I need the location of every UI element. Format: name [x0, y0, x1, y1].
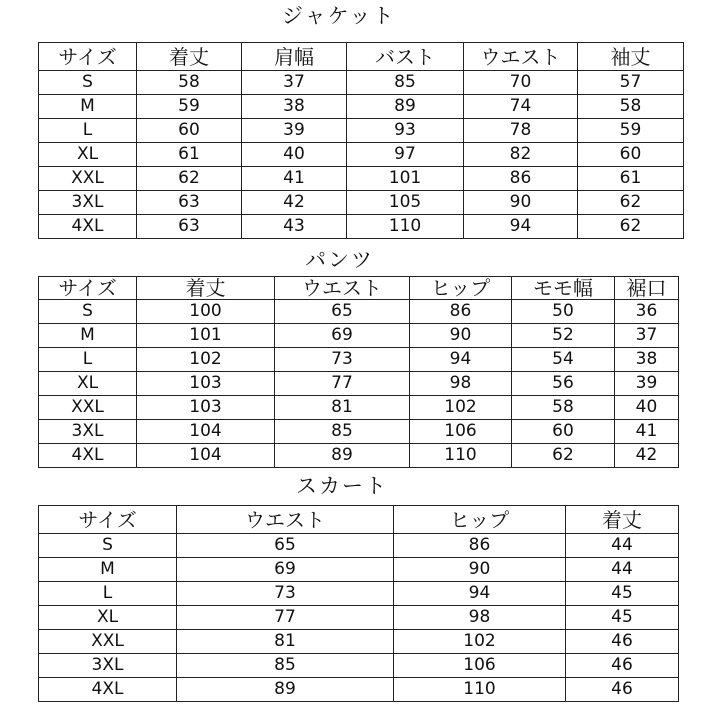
measurement-cell: 90	[410, 324, 512, 348]
measurement-cell: 46	[566, 678, 679, 702]
measurement-cell: 39	[242, 119, 347, 143]
measurement-cell: 77	[177, 606, 394, 630]
measurement-cell: 78	[464, 119, 578, 143]
table-row	[39, 630, 679, 654]
jacket-column-header: サイズ	[39, 43, 137, 71]
measurement-cell: 90	[464, 191, 578, 215]
size-label-cell: S	[39, 71, 137, 95]
size-label-cell: 4XL	[39, 215, 137, 239]
measurement-cell: 58	[137, 71, 242, 95]
measurement-cell: 63	[137, 215, 242, 239]
measurement-cell: 74	[464, 95, 578, 119]
measurement-cell: 62	[512, 444, 615, 468]
measurement-cell: 94	[410, 348, 512, 372]
measurement-cell: 102	[137, 348, 275, 372]
measurement-cell: 73	[177, 582, 394, 606]
table-row	[39, 534, 679, 558]
measurement-cell: 42	[242, 191, 347, 215]
measurement-cell: 42	[615, 444, 679, 468]
size-label-cell: XXL	[39, 167, 137, 191]
size-label-cell: M	[39, 558, 177, 582]
measurement-cell: 101	[137, 324, 275, 348]
table-row	[39, 654, 679, 678]
size-label-cell: M	[39, 95, 137, 119]
measurement-cell: 46	[566, 630, 679, 654]
size-label-cell: S	[39, 300, 137, 324]
size-label-cell: XL	[39, 143, 137, 167]
measurement-cell: 58	[578, 95, 684, 119]
pants-column-header: サイズ	[39, 277, 137, 300]
size-label-cell: S	[39, 534, 177, 558]
measurement-cell: 37	[242, 71, 347, 95]
pants-column-header: 着丈	[137, 277, 275, 300]
measurement-cell: 106	[394, 654, 566, 678]
skirt-title: スカート	[296, 474, 388, 498]
pants-column-header: 裾口	[615, 277, 679, 300]
jacket-column-header: バスト	[347, 43, 464, 71]
table-row	[39, 324, 679, 348]
measurement-cell: 41	[242, 167, 347, 191]
measurement-cell: 86	[394, 534, 566, 558]
size-label-cell: L	[39, 119, 137, 143]
jacket-column-header: 着丈	[137, 43, 242, 71]
table-row	[39, 71, 684, 95]
pants-column-header: ヒップ	[410, 277, 512, 300]
measurement-cell: 59	[137, 95, 242, 119]
size-label-cell: XXL	[39, 396, 137, 420]
measurement-cell: 60	[578, 143, 684, 167]
measurement-cell: 44	[566, 558, 679, 582]
size-label-cell: 3XL	[39, 654, 177, 678]
measurement-cell: 89	[347, 95, 464, 119]
measurement-cell: 62	[137, 167, 242, 191]
measurement-cell: 110	[410, 444, 512, 468]
table-row	[39, 420, 679, 444]
table-row	[39, 372, 679, 396]
measurement-cell: 89	[177, 678, 394, 702]
measurement-cell: 62	[578, 191, 684, 215]
jacket-header-row	[39, 43, 684, 71]
measurement-cell: 102	[410, 396, 512, 420]
measurement-cell: 86	[410, 300, 512, 324]
size-label-cell: L	[39, 582, 177, 606]
size-label-cell: XL	[39, 372, 137, 396]
measurement-cell: 45	[566, 606, 679, 630]
table-row	[39, 348, 679, 372]
jacket-title: ジャケット	[282, 4, 396, 28]
measurement-cell: 110	[394, 678, 566, 702]
pants-title: パンツ	[305, 248, 374, 272]
measurement-cell: 73	[275, 348, 410, 372]
measurement-cell: 81	[275, 396, 410, 420]
measurement-cell: 36	[615, 300, 679, 324]
measurement-cell: 60	[137, 119, 242, 143]
skirt-column-header: ウエスト	[177, 506, 394, 534]
jacket-column-header: ウエスト	[464, 43, 578, 71]
measurement-cell: 103	[137, 372, 275, 396]
measurement-cell: 82	[464, 143, 578, 167]
size-label-cell: 3XL	[39, 191, 137, 215]
measurement-cell: 101	[347, 167, 464, 191]
pants-size-table	[38, 276, 679, 468]
measurement-cell: 69	[275, 324, 410, 348]
measurement-cell: 38	[242, 95, 347, 119]
table-row	[39, 300, 679, 324]
measurement-cell: 43	[242, 215, 347, 239]
table-row	[39, 191, 684, 215]
size-label-cell: L	[39, 348, 137, 372]
measurement-cell: 40	[615, 396, 679, 420]
measurement-cell: 106	[410, 420, 512, 444]
skirt-column-header: 着丈	[566, 506, 679, 534]
measurement-cell: 40	[242, 143, 347, 167]
measurement-cell: 38	[615, 348, 679, 372]
size-label-cell: XXL	[39, 630, 177, 654]
skirt-header-row	[39, 506, 679, 534]
measurement-cell: 69	[177, 558, 394, 582]
measurement-cell: 62	[578, 215, 684, 239]
jacket-size-table	[38, 42, 684, 239]
measurement-cell: 98	[410, 372, 512, 396]
measurement-cell: 60	[512, 420, 615, 444]
measurement-cell: 85	[347, 71, 464, 95]
measurement-cell: 58	[512, 396, 615, 420]
table-row	[39, 606, 679, 630]
measurement-cell: 46	[566, 654, 679, 678]
pants-header-row	[39, 277, 679, 300]
table-row	[39, 119, 684, 143]
measurement-cell: 39	[615, 372, 679, 396]
measurement-cell: 89	[275, 444, 410, 468]
size-label-cell: 3XL	[39, 420, 137, 444]
table-row	[39, 558, 679, 582]
table-row	[39, 215, 684, 239]
measurement-cell: 103	[137, 396, 275, 420]
measurement-cell: 85	[275, 420, 410, 444]
measurement-cell: 61	[578, 167, 684, 191]
skirt-size-table	[38, 505, 679, 702]
size-label-cell: 4XL	[39, 444, 137, 468]
size-label-cell: XL	[39, 606, 177, 630]
measurement-cell: 86	[464, 167, 578, 191]
measurement-cell: 102	[394, 630, 566, 654]
measurement-cell: 52	[512, 324, 615, 348]
measurement-cell: 61	[137, 143, 242, 167]
measurement-cell: 98	[394, 606, 566, 630]
table-row	[39, 396, 679, 420]
measurement-cell: 110	[347, 215, 464, 239]
measurement-cell: 94	[464, 215, 578, 239]
measurement-cell: 44	[566, 534, 679, 558]
measurement-cell: 70	[464, 71, 578, 95]
measurement-cell: 90	[394, 558, 566, 582]
measurement-cell: 56	[512, 372, 615, 396]
jacket-column-header: 肩幅	[242, 43, 347, 71]
skirt-column-header: ヒップ	[394, 506, 566, 534]
measurement-cell: 93	[347, 119, 464, 143]
measurement-cell: 50	[512, 300, 615, 324]
measurement-cell: 85	[177, 654, 394, 678]
skirt-column-header: サイズ	[39, 506, 177, 534]
jacket-column-header: 袖丈	[578, 43, 684, 71]
pants-column-header: モモ幅	[512, 277, 615, 300]
measurement-cell: 65	[275, 300, 410, 324]
table-row	[39, 678, 679, 702]
measurement-cell: 63	[137, 191, 242, 215]
measurement-cell: 105	[347, 191, 464, 215]
measurement-cell: 41	[615, 420, 679, 444]
measurement-cell: 104	[137, 444, 275, 468]
measurement-cell: 104	[137, 420, 275, 444]
table-row	[39, 582, 679, 606]
table-row	[39, 444, 679, 468]
measurement-cell: 77	[275, 372, 410, 396]
measurement-cell: 94	[394, 582, 566, 606]
table-row	[39, 167, 684, 191]
table-row	[39, 95, 684, 119]
table-row	[39, 143, 684, 167]
measurement-cell: 45	[566, 582, 679, 606]
size-label-cell: 4XL	[39, 678, 177, 702]
measurement-cell: 54	[512, 348, 615, 372]
measurement-cell: 65	[177, 534, 394, 558]
measurement-cell: 97	[347, 143, 464, 167]
measurement-cell: 100	[137, 300, 275, 324]
pants-column-header: ウエスト	[275, 277, 410, 300]
measurement-cell: 59	[578, 119, 684, 143]
size-label-cell: M	[39, 324, 137, 348]
measurement-cell: 57	[578, 71, 684, 95]
measurement-cell: 81	[177, 630, 394, 654]
measurement-cell: 37	[615, 324, 679, 348]
